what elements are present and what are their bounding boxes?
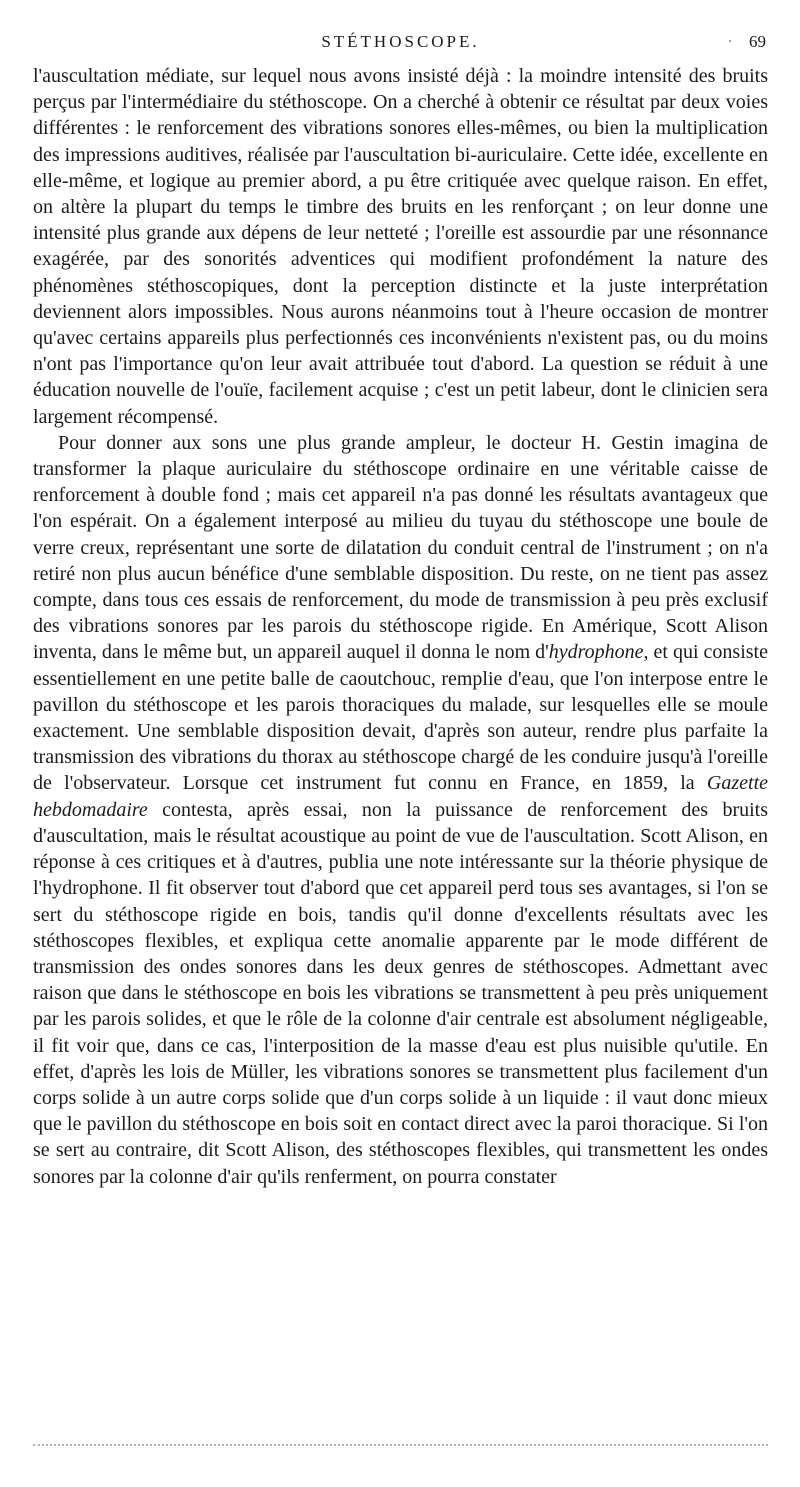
body-text (33, 63, 768, 1190)
page-header (33, 30, 768, 60)
paragraph-2 (33, 430, 768, 1190)
paragraph-1 (33, 63, 768, 430)
ink-dot (729, 40, 731, 42)
page-number: 69 (749, 32, 766, 51)
paragraph-text: l'auscultation médiate, sur lequel nous avons insisté déjà : la moindre intensité des bruits perçus par l'intermédiaire du stéthoscope. On a cherché à obtenir ce résultat par deux voies différentes : le renforcement des vibrations sonores elles-mêmes, ou bien la multiplication des impressions auditives, réalisée par l'auscultation bi-auriculaire. Cette idée, excellente en elle-même, et logique au premier abord, a pu être critiquée avec quelque raison. En effet, on altère la plupart du temps le timbre des bruits en les renforçant ; on leur donne une intensité plus grande aux dépens de leur netteté ; l'oreille est assourdie par une résonnance exagérée, par des sonorités adventices qui modifient profondément la nature des phénomènes stéthoscopiques, dont la perception distincte et la juste interprétation deviennent alors impossibles. Nous aurons néanmoins tout à l'heure occasion de montrer qu'avec certains appareils plus perfectionnés ces inconvénients n'existent pas, ou du moins n'ont pas l'importance qu'on leur avait attribuée tout d'abord. La question se réduit à une éducation nouvelle de l'ouïe, facilement acquise ; c'est un petit labeur, dont le clinicien sera largement récompensé. (33, 65, 768, 428)
paragraph-text: contesta, après essai, non la puissance de renforcement des bruits d'auscultation, mais le résultat acoustique au point de vue de l'auscultation. Scott Alison, en réponse à ces critiques et à d'autres, publia une note intéressante sur la théorie physique de l'hydrophone. Il fit observer tout d'abord que cet appareil perd tous ses avantages, si l'on se sert du stéthoscope rigide en bois, tandis qu'il donne d'excellents résultats avec les stéthoscopes flexibles, et expliqua cette anomalie apparente par le mode différent de transmission des ondes sonores dans les deux genres de stéthoscopes. Admettant avec raison que dans le stéthoscope en bois les vibrations se transmettent à peu près uniquement par les parois solides, et que le rôle de la colonne d'air centrale est absolument négligeable, il fit voir que, dans ce cas, l'interposition de la masse d'eau est plus nuisible qu'utile. En effet, d'après les lois de Müller, les vibrations sonores se transmettent plus facilement d'un corps solide à un autre corps solide que d'un corps solide à un liquide : il vaut donc mieux que le pavillon du stéthoscope en bois soit en contact direct avec la paroi thoracique. Si l'on se sert au contraire, dit Scott Alison, des stéthoscopes flexibles, qui transmettent les ondes sonores par la colonne d'air qu'ils renferment, on pourra constater (33, 798, 768, 1188)
bottom-bleed-through-rule (33, 1444, 768, 1446)
paragraph-text: Pour donner aux sons une plus grande ampleur, le docteur H. Gestin imagina de transformer la plaque auriculaire du stéthoscope ordinaire en une véritable caisse de renforcement à double fond ; mais cet appareil n'a pas donné les résultats avantageux que l'on espérait. On a également interposé au milieu du tuyau du stéthoscope une boule de verre creux, représentant une sorte de dilatation du conduit central de l'instrument ; on n'a retiré non plus aucun bénéfice d'une semblable disposition. Du reste, on ne tient pas assez compte, dans tous ces essais de renforcement, du mode de transmission à peu près exclusif des vibrations sonores par les parois du stéthoscope rigide. En Amérique, Scott Alison inventa, dans le même but, un appareil auquel il donna le nom d' (33, 431, 768, 664)
italic-journal-title: Gazette hebdomadaire (33, 772, 768, 821)
running-title: STÉTHOSCOPE. (321, 32, 480, 51)
paragraph-text: , et qui consiste essentiellement en une petite balle de caoutchouc, remplie d'eau, que l'on interpose entre le pavillon du stéthoscope et les parois thoraciques du malade, sur lesquelles elle se moule exactement. Une semblable disposition devait, d'après son auteur, rendre plus parfaite la transmission des vibrations du thorax au stéthoscope chargé de les conduire jusqu'à l'oreille de l'observateur. Lorsque cet instrument fut connu en France, en 1859, la (33, 641, 768, 795)
italic-term-hydrophone: hydrophone (548, 641, 644, 664)
